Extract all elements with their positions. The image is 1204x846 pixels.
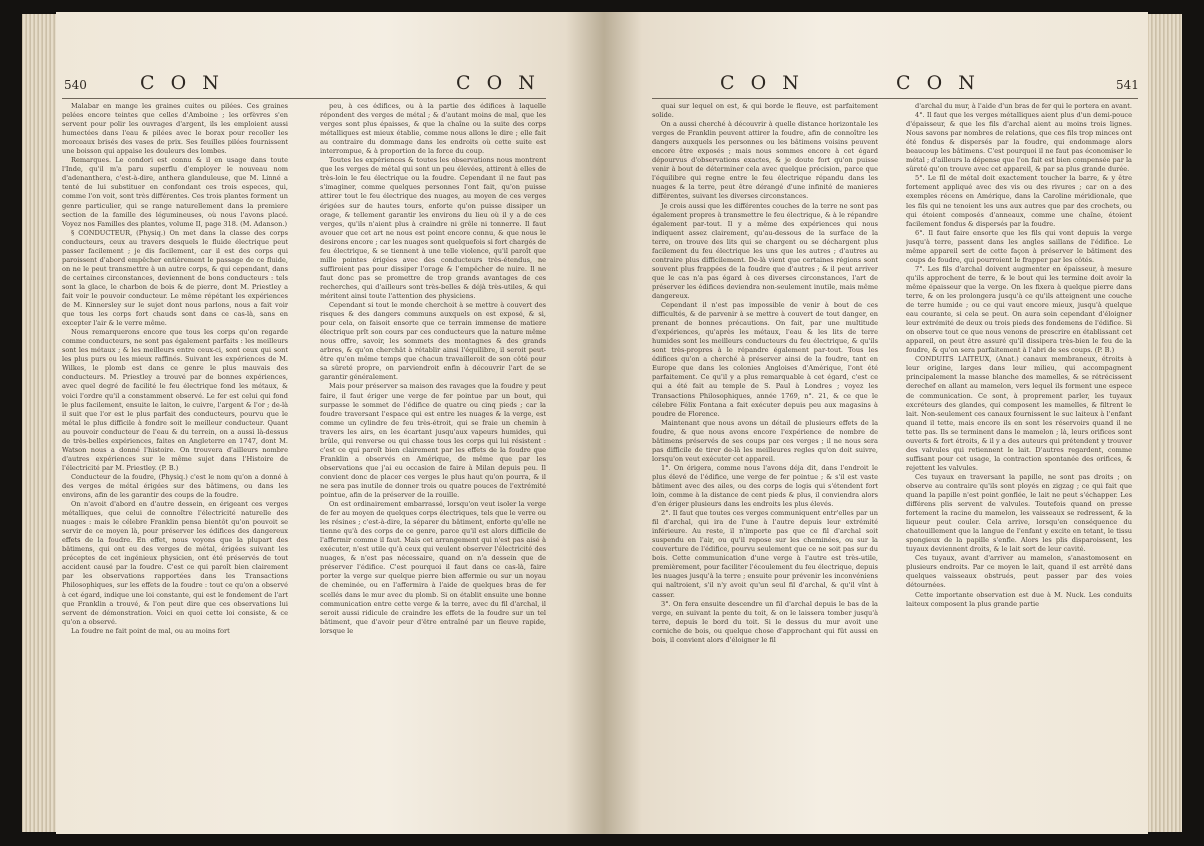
- paragraph: 7°. Les fils d'archal doivent augmenter en épaisseur, à mesure qu'ils approchent de terre, & le bout qui les termine doit avoir la même épaisseur que la verge. On les fixera à quelque pierre dans terre, & on les prolongera jusqu'à ce qu'ils atteignent une couche de terre humide ; ou ce qui vaut encore mieux, jusqu'à quelque eau courante, si cela se peut. On aura soin cependant d'éloigner leur extrémité de deux ou trois pieds des fondemens de l'édifice. Si on observe tout ce que nous venons de prescrire en établissant cet appareil, on peut être assuré qu'il dissipera très-bien le feu de la foudre, & qu'on sera parfaitement à l'abri de ses coups. (P. B.): [906, 264, 1132, 355]
- text-column-1: [652, 102, 878, 817]
- running-head-right: C O N: [456, 72, 540, 94]
- paragraph: Cette importante observation est due à M. Nuck. Les conduits laiteux composent la plus grande partie: [906, 590, 1132, 608]
- paragraph: Conducteur de la foudre, (Physiq.) c'est le nom qu'on a donné à des verges de métal érigées sur des bâtimens, ou dans les environs, afin de les garantir des coups de la foudre.: [62, 472, 288, 500]
- paragraph: 4°. Il faut que les verges métalliques aient plus d'un demi-pouce d'épaisseur, & que les fils d'archal aient au moins trois lignes. Nous savons par nombres de relations, que ces fils trop minces ont été fondus & dispersés par la foudre, qui endommage alors beaucoup les bâtimens. C'est pourquoi il ne faut pas économiser le métal ; d'ailleurs la dépense que l'on fait est bien compensée par la sûreté qu'on trouve avec cet appareil, & par sa plus grande durée.: [906, 111, 1132, 174]
- paragraph: 6°. Il faut faire ensorte que les fils qui vont depuis la verge jusqu'à terre, passent dans les angles saillans de l'édifice. Le même appareil sert de cette façon à préserver le bâtiment des coups de foudre, qui pourroient le frapper par les côtés.: [906, 228, 1132, 264]
- paragraph: 5°. Le fil de métal doit exactement toucher la barre, & y être fortement appliqué avec des vis ou des rivures ; car on a des exemples récens en Amérique, dans la Caroline méridionale, que les fils qui ne tenoient les uns aux autres que par des crochets, ou qui étoient composés d'anneaux, comme une chaîne, étoient facilement fondus & dispersés par la foudre.: [906, 174, 1132, 228]
- left-page: [56, 12, 604, 834]
- right-page: [604, 12, 1148, 834]
- paragraph: Malabar en mange les graines cuites ou pilées. Ces graines pelées encore teintes que celles d'Amboine ; les orfèvres s'en servent pour polir les ouvrages d'argent, ils les emploient aussi humectées dans l'eau & pilées avec le borax pour recoller les morceaux brisés des vases de prix. Ses feuilles pilées fournissent une boisson qui appaise les douleurs des lombes.: [62, 102, 288, 156]
- running-head-right: C O N: [896, 72, 980, 94]
- paragraph: On est ordinairement embarrassé, lorsqu'on veut isoler la verge de fer au moyen de quelques corps électriques, tels que le verre ou les résines ; c'est-à-dire, la séparer du bâtiment, enforte qu'elle ne tienne qu'à des corps de ce genre, parce qu'il est alors difficile de l'affermir comme il faut. Mais cet arrangement qui n'est pas aisé à exécuter, n'est utile qu'à ceux qui veulent observer l'électricité des nuages, & n'est pas nécessaire, quand on n'a dessein que de préserver l'édifice. C'est pourquoi il faut dans ce cas-là, faire porter la verge sur quelque pierre bien affermie ou sur un noyau de cheminée, ou en l'affermira à l'aide de quelques bras de fer scellés dans le mur avec du plomb. Si on établit ensuite une bonne communication entre cette verge & la terre, avec du fil d'archal, il seroit aussi ridicule de craindre les effets de la foudre sur un tel bâtiment, que d'avoir peur d'être entraîné par un fleuve rapide, lorsque le: [320, 500, 546, 635]
- paragraph: 3°. On fera ensuite descendre un fil d'archal depuis le bas de la verge, en suivant la pente du toit, & on le laissera tomber jusqu'à terre, depuis le bord du toit. Si le dessus du mur avoit une corniche de bois, ou quelque chose d'approchant qui fût aussi en bois, il convient alors d'éloigner le fil: [652, 599, 878, 644]
- paragraph: § CONDUCTEUR, (Physiq.) On met dans la classe des corps conducteurs, ceux au travers desquels le fluide électrique peut passer facilement ; je dis facilement, car il est des corps qui paroissent d'abord empêcher entièrement le passage de ce fluide, on ne le peut transmettre à un autre corps, & qui cependant, dans de certaines circonstances, deviennent de bons conducteurs : tels sont la glace, le charbon de bois & de pierre, dont M. Priestley a fait voir le pouvoir conducteur. Le même répétant les expériences de M. Kinnersley sur le sujet dont nous parlons, nous a fait voir que tous les corps fort chauds sont dans ce cas-là, sans en excepter l'air & le verre même.: [62, 228, 288, 328]
- paragraph: peu, à ces édifices, ou à la partie des édifices à laquelle répondent des verges de métal ; & d'autant moins de mal, que les verges sont plus épaisses, & que la chaîne ou la suite des corps métalliques est mieux établie, comme nous allons le dire ; elle fait au contraire du dommage dans les endroits où cette suite est interrompue, & à proportion de la force du coup.: [320, 102, 546, 156]
- paragraph: Cependant il n'est pas impossible de venir à bout de ces difficultés, & de parvenir à se mettre à couvert de tout danger, en prenant de bonnes précautions. On fait, par une multitude d'expériences, qu'après les métaux, l'eau & les lits de terre humides sont les meilleurs conducteurs du feu électrique, & qu'ils sont très-propres à le répandre également par-tout. Tous les édifices qu'on a cherché à préserver ainsi de la foudre, tant en Europe que dans les colonies Angloises d'Amérique, l'ont été parfaitement. Ce qu'il y a plus remarquable à cet égard, c'est ce qui a été fait au temple de S. Paul à Londres ; voyez les Transactions Philosophiques, année 1769, n°. 21, & ce que le célebre Félix Fontana a fait exécuter depuis peu aux magasins à poudre de Florence.: [652, 301, 878, 418]
- paragraph: Nous remarquerons encore que tous les corps qu'on regarde comme conducteurs, ne sont pas également parfaits : les meilleurs sont les métaux ; & les meilleurs entre ceux-ci, sont ceux qui sont les plus purs ou les mieux raffinés. Suivant les expériences de M. Wilkes, le plomb est dans ce genre le plus mauvais des conducteurs. M. Priestley a trouvé par de bonnes expériences, avec quel degré de facilité le feu électrique fond les métaux, & voici l'ordre qu'il a constamment observé. Le fer est celui qui fond le plus facilement, ensuite le laiton, le cuivre, l'argent & l'or ; de-là il suit que l'or est le plus parfait des conducteurs, pourvu que le métal le plus difficile à fondre soit le meilleur conducteur. Quant au pouvoir conducteur de l'eau & du terrein, on a aussi là-dessus de très-belles expériences, faites en Angleterre en 1747, dont M. Watson nous a donné l'histoire. On trouvera d'ailleurs nombre d'autres expériences sur le même sujet dans l'Histoire de l'électricité par M. Priestley. (P. B.): [62, 328, 288, 472]
- header-rule: [62, 98, 546, 99]
- text-column-2: [320, 102, 546, 817]
- paragraph: Ces tuyaux en traversant la papille, ne sont pas droits ; on observe au contraire qu'ils sont ployés en zigzag ; ce qui fait que quand la papille n'est point gonflée, le lait ne peut s'échapper. Les différens plis servent de valvules. Toutefois quand on presse fortement la racine du mamelon, les vaisseaux se redressent, & la liqueur peut couler. Cela arrive, lorsqu'en conséquence du chatouillement que la langue de l'enfant y excite en tetant, le tissu spongieux de la papille s'enfle. Alors les plis disparoissent, les tuyaux deviennent droits, & le lait sort de leur cavité.: [906, 472, 1132, 554]
- paragraph: La foudre ne fait point de mal, ou au moins fort: [71, 626, 230, 635]
- paragraph: Maintenant que nous avons un détail de plusieurs effets de la foudre, & que nous avons encore l'expérience de nombre de bâtimens préservés de ses coups par ces verges ; il ne nous sera pas difficile de tirer de-là les meilleures regles qu'on doit suivre, lorsqu'on veut exécuter cet appareil.: [652, 418, 878, 463]
- running-head-left: C O N: [140, 72, 224, 94]
- paragraph: Ces tuyaux, avant d'arriver au mamelon, s'anastomosent en plusieurs endroits. Par ce moyen le lait, quand il est arrêté dans quelques vaisseaux obstrués, peut passer par des voies détournées.: [906, 554, 1132, 590]
- paragraph: Je crois aussi que les différentes couches de la terre ne sont pas également propres à transmettre le feu électrique, & à le répandre également par-tout. Il y a même des expériences qui nous indiquent assez clairement, qu'au-dessous de la surface de la terre, on trouve des lits qui se chargent ou se déchargent plus facilement du feu électrique les uns que les autres ; d'autres au contraire plus difficilement. De-là vient que certaines régions sont souvent plus frappées de la foudre que d'autres ; & il peut arriver que le cas n'a pas égard à ces diverses circonstances, l'art de préserver les édifices deviendra non-seulement inutile, mais même dangereux.: [652, 201, 878, 300]
- text-column-1: [62, 102, 288, 817]
- paragraph: d'archal du mur, à l'aide d'un bras de fer qui le portera en avant.: [915, 102, 1132, 110]
- running-head-left: C O N: [720, 72, 804, 94]
- page-number: 540: [64, 78, 87, 92]
- paragraph: Toutes les expériences & toutes les observations nous montrent que les verges de métal qui sont un peu élevées, attirent à elles de très-loin le feu électrique ou la foudre. Cependant il ne faut pas s'imaginer, comme quelques personnes l'ont fait, qu'on puisse attirer tout le feu électrique des nuages, au moyen de ces verges érigées sur de hautes tours, enforte qu'on puisse dissiper un orage, & tellement garantir les environs du lieu où il y a de ces verges, qu'ils n'aient plus à craindre ni grêle ni tonnerre. Il faut avouer que cet art ne nous est point encore connu, & que nous le desirons encore ; car les nuages sont quelquefois si fort chargés de feu électrique, & se tiennent à une telle violence, qu'il paroît que mille pointes érigées avec des conducteurs très-étendus, ne suffiroient pas pour dissiper l'orage & l'empêcher de nuire. Il ne faut donc pas se promettre de trop grands avantages de ces recherches, qui d'ailleurs sont très-belles & déjà très-utiles, & qui méritent ainsi toute l'attention des physiciens.: [320, 156, 546, 300]
- paragraph: CONDUITS LAITEUX, (Anat.) canaux membraneux, étroits à leur origine, larges dans leur milieu, qui accompagnent principalement la masse blanche des mamelles, & se rétrécissent derechef en allant au mamelon, vers lequel ils forment une espece de communication. Ce sont, à proprement parler, les tuyaux excréteurs des glandes, qui composent les mamelles, & filtrent le lait. Non-seulement ces canaux fournissent le suc laiteux à l'enfant quand il tette, mais encore ils en sont les réservoirs quand il ne tette pas. Ils se terminent dans le mamelon ; là, leurs orifices sont ouverts & fort étroits, & il y a des auteurs qui prétendent y trouver des valvules qui retiennent le lait. D'autres regardent, comme suffisant pour cet usage, la contraction spontanée des orifices, & rejettent les valvules.: [906, 355, 1132, 472]
- right-page-edges: [1148, 14, 1182, 832]
- paragraph: On n'avoit d'abord en d'autre dessein, en érigeant ces verges métalliques, que celui de connoître l'électricité naturelle des nuages : mais le célebre Franklin pensa bientôt qu'on pouvoit se servir de ce moyen là, pour préserver les édifices des dangereux effets de la foudre. En effet, nous voyons que la plupart des bâtimens, qui ont eu des verges de métal, érigées suivant les préceptes de cet ingénieux physicien, ont été préservés de tout accident causé par la foudre. C'est ce qui paroît bien clairement par les observations rapportées dans les Transactions Philosophiques, sur les effets de la foudre : tout ce qu'on a observé à cet égard, indique une loi constante, qui est le fondement de l'art que Franklin a trouvé, & l'on peut dire que ces observations lui servent de démonstration. Voici en quoi cette loi consiste, & ce qu'on a observé.: [62, 500, 288, 626]
- paragraph: quai sur lequel on est, & qui borde le fleuve, est parfaitement solide.: [652, 102, 878, 120]
- paragraph: 2°. Il faut que toutes ces verges communiquent entr'elles par un fil d'archal, qui ira de l'une à l'autre depuis leur extrémité inférieure. Au reste, il n'importe pas que ce fil d'archal soit suspendu en l'air, ou qu'il repose sur les cheminées, ou sur la couverture de l'édifice, pourvu seulement que ce ne soit pas sur du bois. Cette communication d'une verge à l'autre est très-utile, premièrement, pour faciliter l'écoulement du feu électrique, depuis les nuages jusqu'à la terre ; ensuite pour prévenir les inconvéniens qui naîtroient, s'il n'y avoit qu'un seul fil d'archal, & qu'il vînt à casser.: [652, 509, 878, 599]
- paragraph: Cependant si tout le monde cherchoit à se mettre à couvert des risques & des dangers communs auxquels on est exposé, & si, pour cela, on faisoit ensorte que ce terrain immense de matiere électrique prît son cours par ces conducteurs que la nature même nous offre, savoir, les sommets des montagnes & des grands arbres, & qu'on cherchât à rétablir ainsi l'équilibre, il seroit peut-être qu'en même temps que chacun travailleroit de son côté pour sa sûreté propre, on parviendroit enfin à découvrir l'art de se garantir généralement.: [320, 301, 546, 382]
- paragraph: Mais pour préserver sa maison des ravages que la foudre y peut faire, il faut ériger une verge de fer pointue par un bout, qui surpasse le sommet de l'édifice de quatre ou cinq pieds ; car la foudre traversant l'espace qui est entre les nuages & la verge, est comme un cylindre de feu très-étroit, qui se fraie un chemin à travers les airs, en les écartant jusqu'aux vapeurs humides, qui brûle, qui renverse ou qui chasse tous les corps qui lui résistent : c'est ce qui paroît bien clairement par les effets de la foudre que Franklin a observés en Amérique, de même que par les observations que j'ai eu occasion de faire à Milan depuis peu. Il convient donc de placer ces verges le plus haut qu'on pourra, & il ne sera pas inutile de donner trois ou quatre pouces de l'extrémité pointue, afin de la préserver de la rouille.: [320, 382, 546, 500]
- left-page-edges: [22, 14, 56, 832]
- text-column-2: [906, 102, 1132, 817]
- paragraph: 1°. On érigera, comme nous l'avons déja dit, dans l'endroit le plus élevé de l'édifice, une verge de fer pointue ; & s'il est vaste bâtiment avec des ailes, ou des corps de logis qui s'étendent fort loin, comme à la distance de cent pieds & plus, il conviendra alors d'en ériger plusieurs dans les endroits les plus élevés.: [652, 463, 878, 509]
- header-rule: [652, 98, 1138, 99]
- page-number: 541: [1116, 78, 1139, 92]
- paragraph: On a aussi cherché à découvrir à quelle distance horizontale les verges de Franklin peuvent attirer la foudre, afin de connoître les dangers auxquels les personnes ou les bâtimens voisins peuvent encore être exposés ; mais nous sommes encore à cet égard dépourvus d'observations exactes, & je doute fort qu'on puisse venir à bout de déterminer cela avec quelque précision, parce que l'équilibre qui regne entre le feu électrique répandu dans les nuages & la terre, peut être dérangé d'une infinité de manieres différentes, suivant les diverses circonstances.: [652, 120, 878, 201]
- paragraph: Remarques. Le condori est connu & il en usage dans toute l'Inde, qu'il m'a paru superflu d'employer le nouveau nom d'adenanthera, c'est-à-dire, anthera glanduleuse, que M. Linné a tenté de lui substituer en confondant ces trois especes, qui, comme l'on voit, sont très différentes. Ces trois plantes forment un genre particulier, qui se range naturellement dans la premiere section de la famille des légumineuses, où nous l'avons placé. Voyez nos Familles des plantes, volume II, page 318. (M. Adanson.): [62, 156, 288, 228]
